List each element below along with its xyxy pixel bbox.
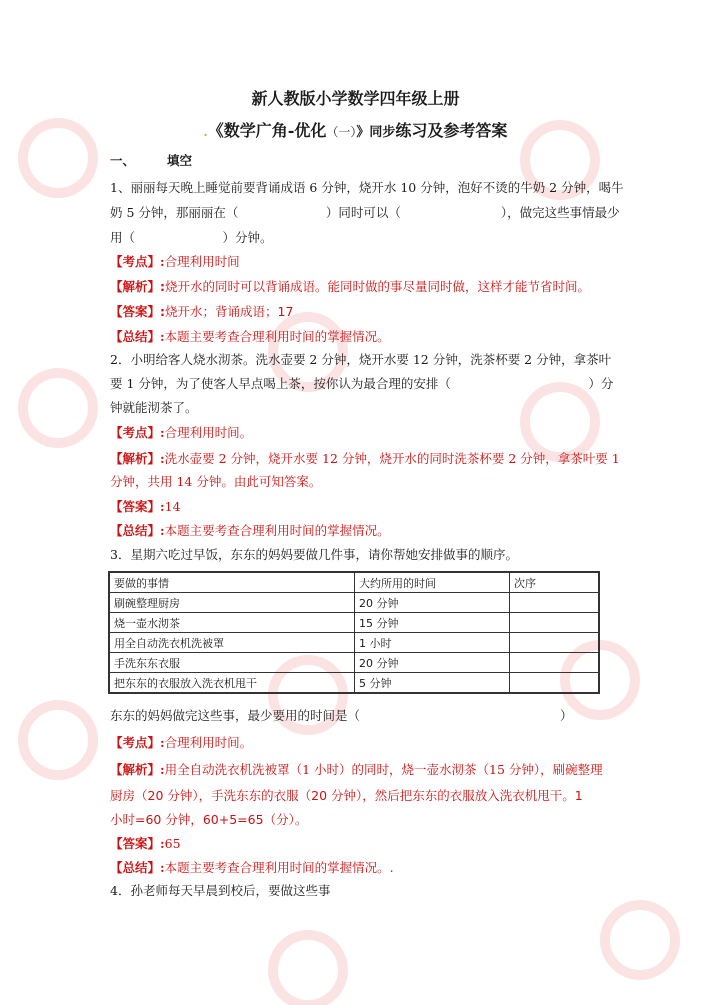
table-cell	[510, 593, 600, 613]
table-cell: 20 分钟	[355, 593, 510, 613]
table-cell	[510, 673, 600, 694]
q1-line-1: 1、丽丽每天晚上睡觉前要背诵成语 6 分钟，烧开水 10 分钟，泡好不烫的牛奶 2 分钟，喝牛	[110, 180, 624, 195]
q2-line-1: 2．小明给客人烧水沏茶。洗水壶要 2 分钟，烧开水要 12 分钟，洗茶杯要 2 分钟，拿茶叶	[110, 352, 612, 367]
table-cell: 烧一壶水沏茶	[109, 613, 355, 633]
q2-kaodian: 【考点】:合理利用时间。	[110, 425, 253, 440]
q3-jiexi-2: 厨房（20 分钟），手洗东东的衣服（20 分钟），然后把东东的衣服放入洗衣机甩干。1	[110, 788, 583, 803]
table-cell: 用全自动洗衣机洗被罩	[109, 633, 355, 653]
section-heading: 一、 填空	[110, 153, 193, 168]
q3-after: 东东的妈妈做完这些事，最少要用的时间是（ ）	[110, 708, 573, 723]
table-row	[109, 593, 599, 613]
table-header-cell: 要做的事情	[109, 572, 355, 593]
q1-line-3: 用（ ）分钟。	[110, 230, 273, 245]
q1-zongjie: 【总结】:本题主要考查合理利用时间的掌握情况。	[110, 329, 390, 344]
subtitle-dot: .	[203, 125, 208, 139]
q1-kaodian: 【考点】:合理利用时间	[110, 254, 240, 269]
q3-jiexi-1: 【解析】:用全自动洗衣机洗被罩（1 小时）的同时，烧一壶水沏茶（15 分钟），刷碗整理	[110, 762, 603, 777]
table-cell: 刷碗整理厨房	[109, 593, 355, 613]
table-row	[109, 653, 599, 673]
table-cell: 5 分钟	[355, 673, 510, 694]
table-row	[109, 633, 599, 653]
table-cell: 手洗东东衣服	[109, 653, 355, 673]
q3-zongjie: 【总结】:本题主要考查合理利用时间的掌握情况。.	[110, 860, 394, 875]
q1-daan: 【答案】:烧开水；背诵成语；17	[110, 304, 294, 319]
q3-daan: 【答案】:65	[110, 836, 181, 851]
q2-daan: 【答案】:14	[110, 499, 181, 514]
q4-line-1: 4．孙老师每天早晨到校后，要做这些事	[110, 883, 331, 898]
q2-line-2: 要 1 分钟，为了使客人早点喝上茶，按你认为最合理的安排（ ）分	[110, 376, 614, 391]
table-header-row	[109, 572, 599, 593]
table-cell	[510, 653, 600, 673]
q2-jiexi-1: 【解析】:洗水壶要 2 分钟，烧开水要 12 分钟，烧开水的同时洗茶杯要 2 分钟，拿茶叶要 1	[110, 451, 620, 466]
document-subtitle: .《数学广角-优化（一）》同步练习及参考答案	[203, 121, 508, 140]
table-cell: 把东东的衣服放入洗衣机甩干	[109, 673, 355, 694]
table-header-cell: 次序	[510, 572, 600, 593]
table-row	[109, 673, 599, 694]
q2-line-3: 钟就能沏茶了。	[110, 400, 198, 415]
q3-kaodian: 【考点】:合理利用时间。	[110, 735, 253, 750]
table-cell	[510, 633, 600, 653]
q3-jiexi-3: 小时=60 分钟，60+5=65（分）。	[110, 812, 308, 827]
q2-jiexi-2: 分钟，共用 14 分钟。由此可知答案。	[110, 474, 322, 489]
task-table	[108, 571, 600, 694]
q2-zongjie: 【总结】:本题主要考查合理利用时间的掌握情况。	[110, 523, 390, 538]
table-cell: 15 分钟	[355, 613, 510, 633]
table-row	[109, 613, 599, 633]
table-cell	[510, 613, 600, 633]
q1-jiexi: 【解析】:烧开水的同时可以背诵成语。能同时做的事尽量同时做，这样才能节省时间。	[110, 279, 591, 294]
q3-line-1: 3．星期六吃过早饭，东东的妈妈要做几件事，请你帮她安排做事的顺序。	[110, 547, 518, 562]
table-cell: 1 小时	[355, 633, 510, 653]
q1-line-2: 奶 5 分钟，那丽丽在（ ）同时可以（ ），做完这些事情最少	[110, 205, 620, 220]
document-title: 新人教版小学数学四年级上册	[251, 89, 460, 108]
table-cell: 20 分钟	[355, 653, 510, 673]
table-header-cell: 大约所用的时间	[355, 572, 510, 593]
